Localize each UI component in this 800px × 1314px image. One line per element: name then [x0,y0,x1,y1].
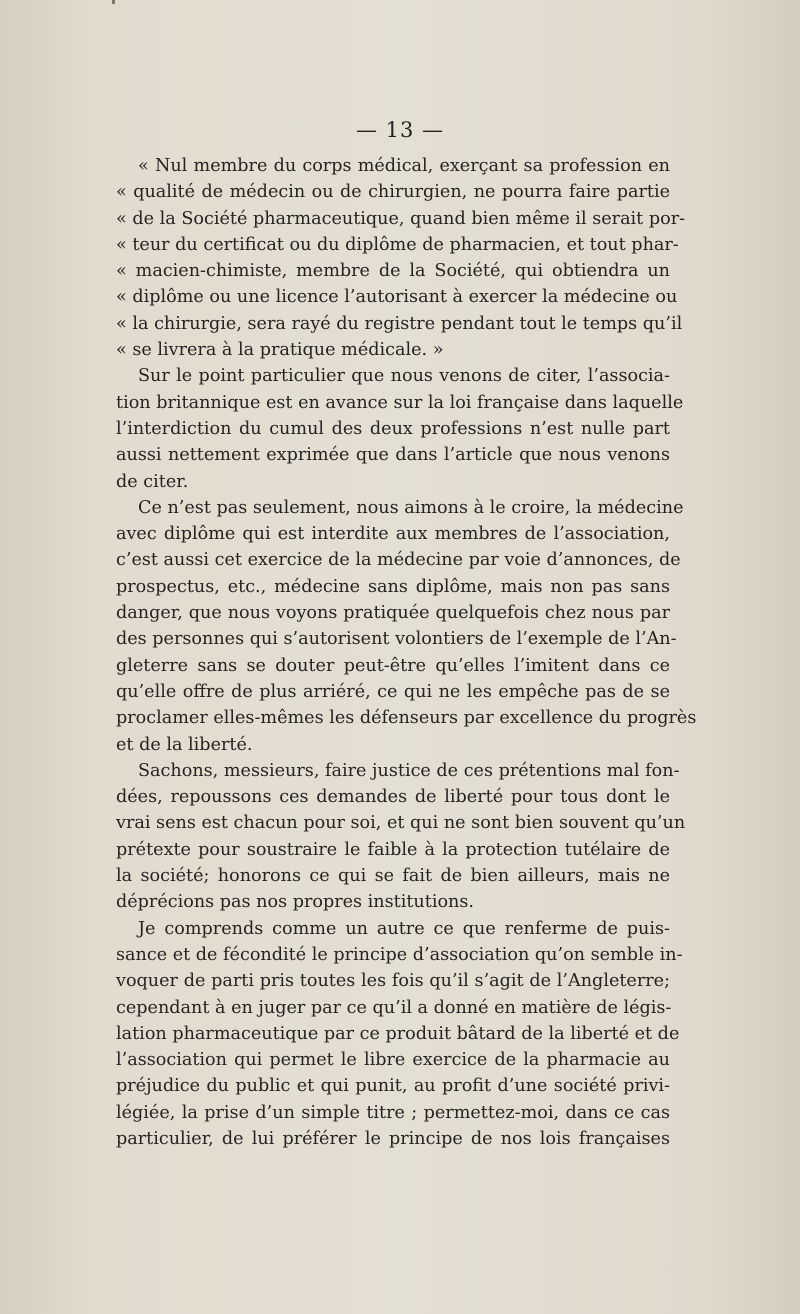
text-line: Sur le point particulier que nous venons de citer, l’associa- [138,366,670,387]
text-line: voquer de parti pris toutes les fois qu’il s’agit de l’Angleterre; [116,971,670,992]
text-line: « diplôme ou une licence l’autorisant à exercer la médecine ou [116,287,678,308]
text-line: l’interdiction du cumul des deux professions n’est nulle part [116,418,670,439]
text-line: « la chirurgie, sera rayé du registre pendant tout le temps qu’il [116,313,683,334]
text-line: gleterre sans se douter peut-être qu’elles l’imitent dans ce [116,655,670,676]
text-line: Ce n’est pas seulement, nous aimons à le croire, la médecine [138,497,684,518]
scan-mark [112,0,115,4]
text-line: avec diplôme qui est interdite aux membres de l’association, [116,524,670,545]
text-line: « de la Société pharmaceutique, quand bien même il serait por- [116,208,686,229]
text-line: cependant à en juger par ce qu’il a donné en matière de légis- [116,997,672,1018]
text-line: aussi nettement exprimée que dans l’article que nous venons [116,445,670,466]
text-line: « Nul membre du corps médical, exerçant sa profession en [138,156,670,176]
text-line: dées, repoussons ces demandes de liberté pour tous dont le [116,787,670,808]
text-line: tion britannique est en avance sur la loi française dans laquelle [116,392,684,413]
text-line: « teur du certificat ou du diplôme de pharmacien, et tout phar- [116,234,679,255]
text-line: danger, que nous voyons pratiquée quelquefois chez nous par [116,603,670,624]
text-line: l’association qui permet le libre exercice de la pharmacie au [116,1050,670,1071]
text-line: légiée, la prise d’un simple titre ; permettez-moi, dans ce cas [116,1102,670,1123]
text-line: prospectus, etc., médecine sans diplôme, mais non pas sans [116,576,670,597]
text-line: qu’elle offre de plus arriéré, ce qui ne les empêche pas de se [116,681,670,702]
text-line: sance et de fécondité le principe d’association qu’on semble in- [116,944,683,965]
text-line: « se livrera à la pratique médicale. » [116,340,444,361]
text-line: des personnes qui s’autorisent volontiers de l’exemple de l’An- [116,629,677,650]
text-line: déprécions pas nos propres institutions. [116,892,475,913]
text-line: lation pharmaceutique par ce produit bâtard de la liberté et de [116,1023,680,1044]
text-line: c’est aussi cet exercice de la médecine par voie d’annonces, de [116,550,681,571]
text-line: particulier, de lui préférer le principe de nos lois françaises [116,1128,670,1149]
body-text [116,153,697,1152]
text-line: Je comprends comme un autre ce que renferme de puis- [138,918,670,939]
text-line: prétexte pour soustraire le faible à la protection tutélaire de [116,839,670,860]
text-line: « qualité de médecin ou de chirurgien, ne pourra faire partie [116,182,670,203]
text-line: de citer. [116,471,189,492]
text-line: proclamer elles-mêmes les défenseurs par excellence du progrès [116,708,697,729]
text-line: « macien-chimiste, membre de la Société, qui obtiendra un [116,261,670,282]
text-line: la société; honorons ce qui se fait de bien ailleurs, mais ne [116,866,670,887]
text-line: préjudice du public et qui punit, au profit d’une société privi- [116,1076,670,1097]
text-line: vrai sens est chacun pour soi, et qui ne sont bien souvent qu’un [116,813,686,834]
text-line: Sachons, messieurs, faire justice de ces prétentions mal fon- [138,760,680,781]
text-line: et de la liberté. [116,734,253,755]
page-number: — 13 — [355,118,445,142]
